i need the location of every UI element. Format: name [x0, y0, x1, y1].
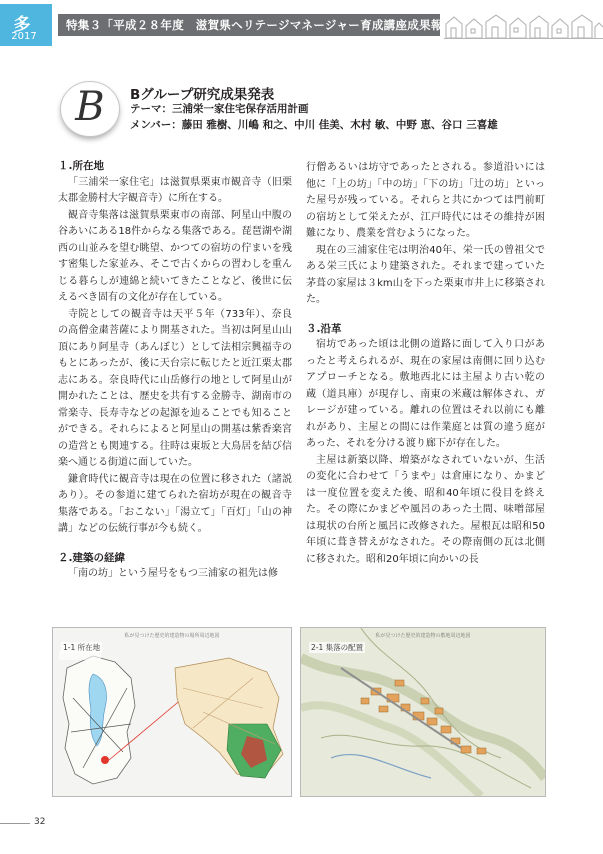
figure-caption: 私が見つけた歴史的建造物の敷地周辺地図 [375, 633, 471, 639]
paragraph: 鎌倉時代に観音寺は現在の位置に移された（諸説あり）。その参道に建てられた宿坊が現在の観音寺集落である。「おこない」「湯立て」「百灯」「山の神講」などの伝統行事が今も続く。 [58, 473, 292, 534]
paragraph: 「三浦栄一家住宅」は滋賀県栗東市観音寺（旧栗太郡金勝村大字観音寺）に所在する。 [58, 176, 292, 204]
paragraph: 主屋は新築以降、増築がなされていないが、生活の変化に合わせて「うまや」は倉庫になり、かまどは一度位置を変えた後、昭和40年頃に役目を終えた。その際にかまどや風呂のあった土間、味噌部屋は現状の台所と風呂に改修された。屋根瓦は昭和50年頃に葺き替えがなされた。その際南側の瓦は北側に移された。昭和20年頃に向かいの長 [306, 454, 545, 565]
paragraph: 宿坊であった頃は北側の道路に面して入り口があったと考えられるが、現在の家屋は南側に回り込むアプローチとなる。敷地西北には主屋より古い乾の蔵（道具庫）が現存し、南東の米蔵は解体され、ガレージが建っている。離れの位置はそれ以前にも離れがあり、主屋との間には作業庭とは質の違う庭があった、それを分ける渡り廊下が存在した。 [306, 339, 545, 449]
paragraph: 寺院としての観音寺は天平５年（733年）、奈良の高僧金粛菩薩により開基された。当初は阿星山山頂にあり阿星寺（あんぼじ）として法相宗興福寺のもとにあったが、後に天台宗に転じたと近江栗太郡志にある。奈良時代に山岳修行の地として阿星山が開かれたことは、歴史を共有する金勝寺、湖南市の常楽寺、長寿寺などの起源を辿ることでも知ることができる。それらによると阿星山の開基は紫香楽宮の造営とも関連する。往時は東坂と大鳥居を結び信楽へ通じる街道に面していた。 [58, 308, 292, 468]
header-title: 特集３「平成２８年度 滋賀県ヘリテージマネージャー育成講座成果報告」 [66, 18, 467, 32]
group-title: Bグループ研究成果発表 [130, 87, 275, 103]
figure-label: 2-1 集落の配置 [311, 643, 364, 652]
section-heading-history: ２.建築の経緯 [58, 551, 125, 564]
location-map-figure [52, 627, 292, 797]
figure-label: 1-1 所在地 [63, 643, 101, 652]
settlement-layout-figure [300, 627, 546, 797]
year-badge [0, 4, 52, 46]
paragraph: 観音寺集落は滋賀県栗東市の南部、阿星山中腹の谷あいにある18件からなる集落である。琵琶湖や湖西の山並みを望む眺望、かつての宿坊の佇まいを残す密集した家並み、そこで古くからの習わしを重んじる暮らしが連綿と続いてきたことなど、後世に伝えるべき固有の文化が存在している。 [58, 209, 292, 303]
figure-caption: 私が見つけた歴史的建造物の場所周辺地図 [124, 633, 220, 639]
section-heading-location: １.所在地 [58, 160, 104, 172]
settlement-map-image [301, 628, 545, 796]
group-theme: テーマ：三浦栄一家住宅保存活用計画 [130, 103, 309, 115]
group-letter: B [75, 84, 105, 130]
location-map-image [53, 628, 291, 796]
section-heading-transition: ３.沿革 [306, 322, 342, 335]
right-column [306, 160, 545, 568]
badge-kanji: 多 [13, 15, 31, 35]
footer-rule [0, 823, 30, 824]
group-letter-emblem [61, 82, 119, 136]
house-outline-icon [444, 12, 603, 40]
left-column [58, 158, 292, 583]
paragraph: 現在の三浦家住宅は明治40年、栄一氏の曾祖父である栄三氏により建築された。それまで建っていた茅葺の家屋は３km山を下った栗東市井上に移築された。 [306, 244, 545, 305]
paragraph: 「南の坊」という屋号をもつ三浦家の祖先は修 [68, 568, 278, 579]
page-header [0, 0, 603, 48]
group-members: メンバー：藤田 雅樹、川嶋 和之、中川 佳美、木村 敏、中野 恵、谷口 三喜雄 [130, 119, 498, 131]
page-number: 32 [34, 817, 46, 827]
paragraph: 行僧あるいは坊守であったとされる。参道沿いには他に「上の坊」「中の坊」「下の坊」「辻の坊」といった屋号が残っている。それらと共にかつては門前町の宿坊として栄えたが、江戸時代にはその維持が困難になり、農業を営むようになった。 [306, 162, 545, 239]
badge-year: 2017 [11, 31, 37, 42]
